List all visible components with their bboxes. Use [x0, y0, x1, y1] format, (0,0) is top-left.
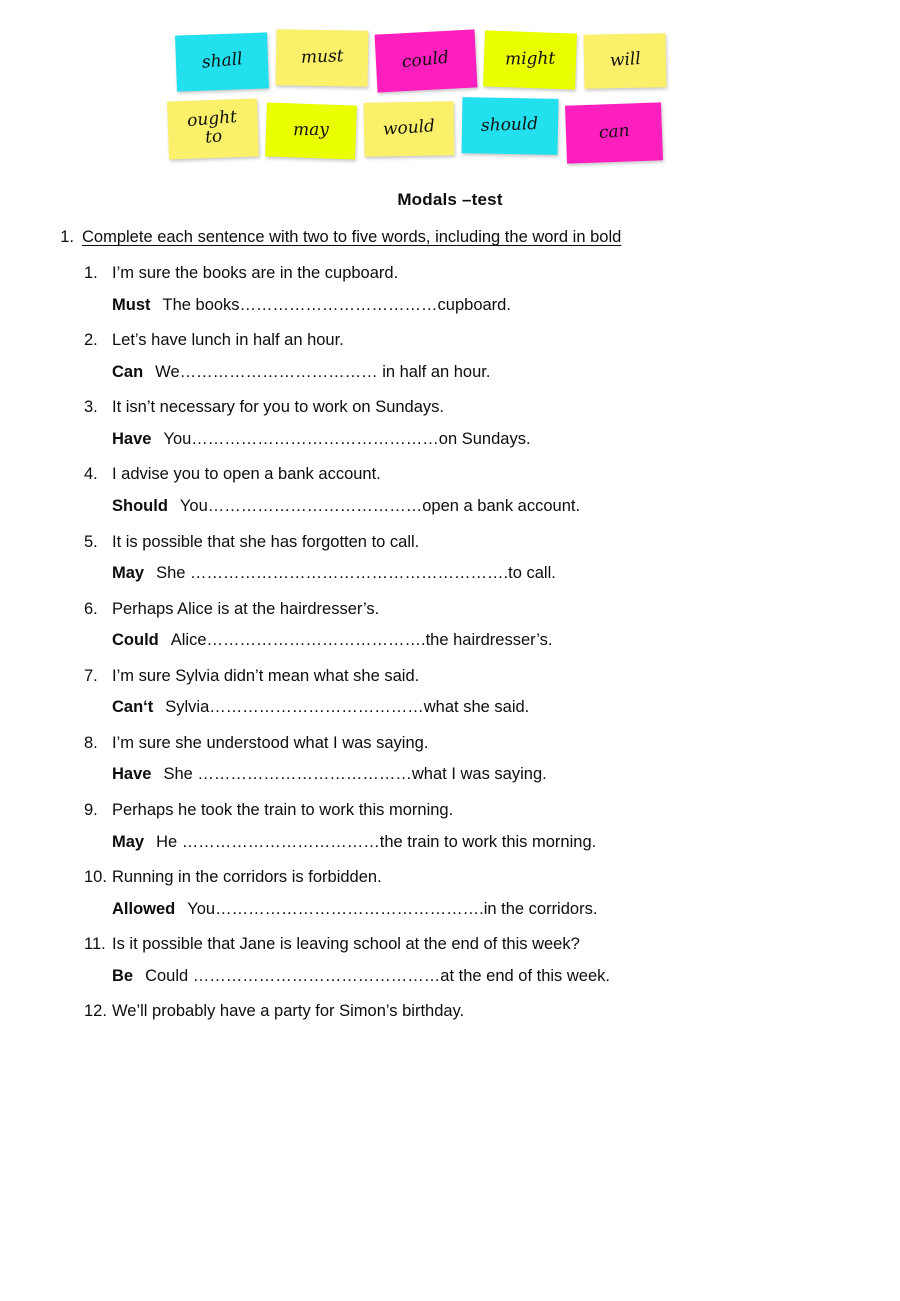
exercise-item [82, 530, 840, 587]
sticky-notes-illustration [168, 30, 708, 180]
exercise-prompt-row [82, 731, 840, 757]
exercise-answer-blank[interactable]: You………………………………………on Sundays. [163, 429, 531, 448]
exercise-prompt-row [82, 395, 840, 421]
sticky-note-label: shall [200, 49, 244, 73]
exercise-number: 2. [84, 331, 98, 350]
sticky-note [175, 32, 269, 91]
exercise-item [82, 328, 840, 385]
exercise-prompt: We’ll probably have a party for Simon’s birthday. [112, 1002, 465, 1021]
exercise-answer-blank[interactable]: The books………………………………cupboard. [162, 295, 511, 314]
exercise-number: 8. [84, 733, 98, 752]
exercise-number: 1. [84, 264, 98, 282]
exercise-prompt-row [82, 328, 840, 354]
sticky-note-label: may [292, 119, 330, 141]
sticky-note-label: would [382, 116, 436, 140]
sticky-note [375, 29, 478, 92]
exercise-answer-blank[interactable]: We……………………………… in half an hour. [155, 362, 491, 381]
exercise-key-word: Be [112, 966, 134, 985]
exercise-answer-blank[interactable]: Sylvia…………………………………what she said. [165, 698, 530, 717]
exercise-number: 7. [84, 666, 98, 685]
exercise-key-word: Allowed [112, 899, 176, 918]
sticky-note-label: ought to [186, 107, 238, 148]
exercise-key-word: Can [112, 362, 144, 381]
instruction [48, 228, 840, 247]
exercise-answer-row[interactable] [112, 964, 840, 990]
exercise-item [82, 597, 840, 654]
exercise-answer-row[interactable] [112, 628, 840, 654]
exercise-prompt-row [82, 798, 840, 824]
exercise-answer-blank[interactable]: You…………………………………open a bank account. [179, 496, 581, 515]
sticky-note-label: could [401, 47, 451, 73]
exercise-answer-blank[interactable]: Alice………………………………….the hairdresser’s. [170, 631, 553, 650]
sticky-note [483, 30, 577, 89]
exercise-item [82, 731, 840, 788]
exercise-item [82, 664, 840, 721]
exercise-answer-row[interactable] [112, 897, 840, 923]
exercise-key-word: Have [112, 765, 152, 784]
exercise-number: 9. [84, 801, 98, 819]
instruction-number: 1. [60, 228, 74, 246]
exercise-prompt: Running in the corridors is forbidden. [112, 868, 382, 887]
exercise-answer-row[interactable] [112, 494, 840, 520]
exercise-number: 6. [84, 599, 98, 618]
exercise-prompt: I’m sure the books are in the cupboard. [112, 264, 399, 282]
sticky-note [265, 102, 357, 159]
exercise-key-word: Must [112, 295, 151, 314]
exercise-prompt: Perhaps he took the train to work this morning. [112, 801, 454, 819]
exercise-item [82, 261, 840, 318]
worksheet-page [0, 30, 900, 1301]
sticky-note [584, 33, 667, 88]
exercise-number: 12. [84, 1002, 107, 1021]
exercise-item [82, 999, 840, 1025]
sticky-note-label: can [597, 120, 631, 144]
exercise-answer-blank[interactable]: He ………………………………the train to work this morning. [156, 832, 597, 851]
exercise-prompt: Is it possible that Jane is leaving school at the end of this week? [112, 935, 580, 954]
page-title: Modals –test [397, 190, 503, 209]
sticky-notes-row-2 [168, 98, 708, 162]
exercise-prompt-row [82, 865, 840, 891]
exercise-answer-row[interactable] [112, 293, 840, 319]
exercise-item [82, 932, 840, 989]
sticky-note-label: might [504, 48, 556, 70]
exercise-prompt-row [82, 530, 840, 556]
instruction-text: Complete each sentence with two to five words, including the word in bold [82, 228, 622, 246]
exercise-key-word: Can‘t [112, 698, 154, 717]
exercise-key-word: Could [112, 631, 159, 650]
exercise-key-word: Have [112, 429, 152, 448]
exercise-number: 3. [84, 398, 98, 417]
sticky-note [276, 29, 369, 87]
exercise-prompt-row [82, 999, 840, 1025]
exercise-list [82, 261, 840, 1025]
exercise-answer-row[interactable] [112, 695, 840, 721]
exercise-answer-blank[interactable]: You………………………………………….in the corridors. [187, 899, 598, 918]
exercise-item [82, 462, 840, 519]
exercise-item [82, 865, 840, 922]
exercise-prompt-row [82, 932, 840, 958]
exercise-prompt-row [82, 664, 840, 690]
exercise-item [82, 395, 840, 452]
exercise-answer-row[interactable] [112, 427, 840, 453]
exercise-number: 10. [84, 868, 107, 887]
worksheet-content [0, 228, 900, 1025]
exercise-prompt: I’m sure she understood what I was saying. [112, 733, 429, 752]
sticky-note-label: should [481, 114, 539, 137]
exercise-prompt: It isn’t necessary for you to work on Sundays. [112, 398, 444, 417]
exercise-prompt: I advise you to open a bank account. [112, 465, 381, 484]
exercise-prompt: I’m sure Sylvia didn’t mean what she said. [112, 666, 420, 685]
sticky-note [364, 101, 455, 157]
exercise-key-word: May [112, 832, 145, 851]
exercise-answer-row[interactable] [112, 762, 840, 788]
sticky-note-label: will [608, 49, 642, 72]
exercise-item [82, 798, 840, 855]
exercise-prompt: Let’s have lunch in half an hour. [112, 331, 344, 350]
exercise-answer-blank[interactable]: Could ………………………………………at the end of this week. [145, 966, 610, 985]
exercise-answer-blank[interactable]: She ………………………………………………….to call. [156, 564, 556, 583]
exercise-prompt: It is possible that she has forgotten to call. [112, 532, 420, 551]
exercise-key-word: May [112, 564, 145, 583]
exercise-number: 4. [84, 465, 98, 484]
exercise-answer-row[interactable] [112, 360, 840, 386]
exercise-answer-blank[interactable]: She …………………………………what I was saying. [163, 765, 547, 784]
exercise-prompt-row [82, 261, 840, 287]
sticky-note [565, 102, 663, 163]
exercise-prompt-row [82, 597, 840, 623]
exercise-number: 11. [84, 935, 106, 954]
exercise-number: 5. [84, 532, 98, 551]
exercise-prompt-row [82, 462, 840, 488]
sticky-note [462, 97, 559, 155]
exercise-prompt: Perhaps Alice is at the hairdresser’s. [112, 599, 380, 618]
sticky-note [167, 98, 259, 159]
exercise-key-word: Should [112, 496, 168, 515]
sticky-notes-row-1 [176, 30, 708, 90]
sticky-note-label: must [300, 46, 344, 68]
exercise-answer-row[interactable] [112, 561, 840, 587]
exercise-answer-row[interactable] [112, 830, 840, 856]
